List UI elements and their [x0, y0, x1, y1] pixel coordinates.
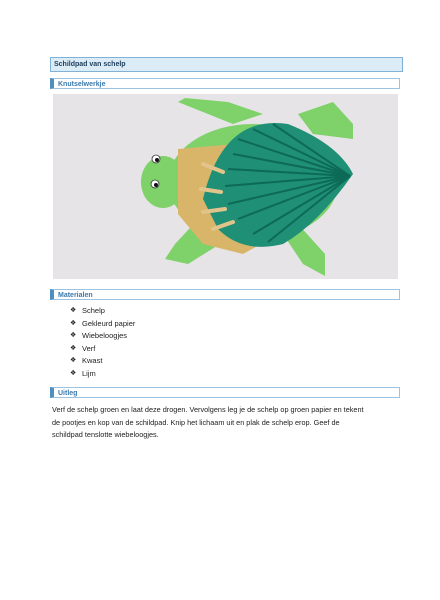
section-heading-craft: Knutselwerkje	[50, 78, 400, 89]
material-label: Verf	[82, 343, 96, 353]
section-heading-materials: Materialen	[50, 289, 400, 300]
diamond-bullet-icon: ❖	[70, 344, 77, 352]
list-item	[70, 318, 135, 331]
diamond-bullet-icon: ❖	[70, 369, 77, 377]
turtle-illustration	[53, 94, 398, 279]
section-heading-instructions: Uitleg	[50, 387, 400, 398]
diamond-bullet-icon: ❖	[70, 307, 77, 314]
instructions-line: schildpad tenslotte wiebeloogjes.	[52, 430, 159, 439]
material-label: Lijm	[82, 368, 96, 378]
turtle-craft-photo	[53, 94, 398, 279]
list-item	[70, 330, 135, 343]
material-label: Wiebeloogjes	[82, 331, 128, 340]
diamond-bullet-icon: ❖	[70, 357, 77, 364]
materials-list	[70, 305, 135, 380]
material-label: Gekleurd papier	[82, 318, 136, 328]
list-item	[70, 368, 135, 381]
instructions-paragraph	[52, 404, 402, 442]
diamond-bullet-icon: ❖	[70, 319, 77, 327]
list-item	[70, 305, 135, 318]
page-title: Schildpad van schelp	[50, 57, 403, 72]
list-item	[70, 355, 135, 368]
list-item	[70, 343, 135, 356]
material-label: Schelp	[82, 306, 105, 315]
diamond-bullet-icon: ❖	[70, 332, 77, 339]
instructions-line: de pootjes en kop van de schildpad. Knip het lichaam uit en plak de schelp erop. Geef de	[52, 417, 340, 427]
material-label: Kwast	[82, 356, 103, 365]
instructions-line: Verf de schelp groen en laat deze drogen. Vervolgens leg je de schelp op groen papier en tekent	[52, 405, 364, 414]
